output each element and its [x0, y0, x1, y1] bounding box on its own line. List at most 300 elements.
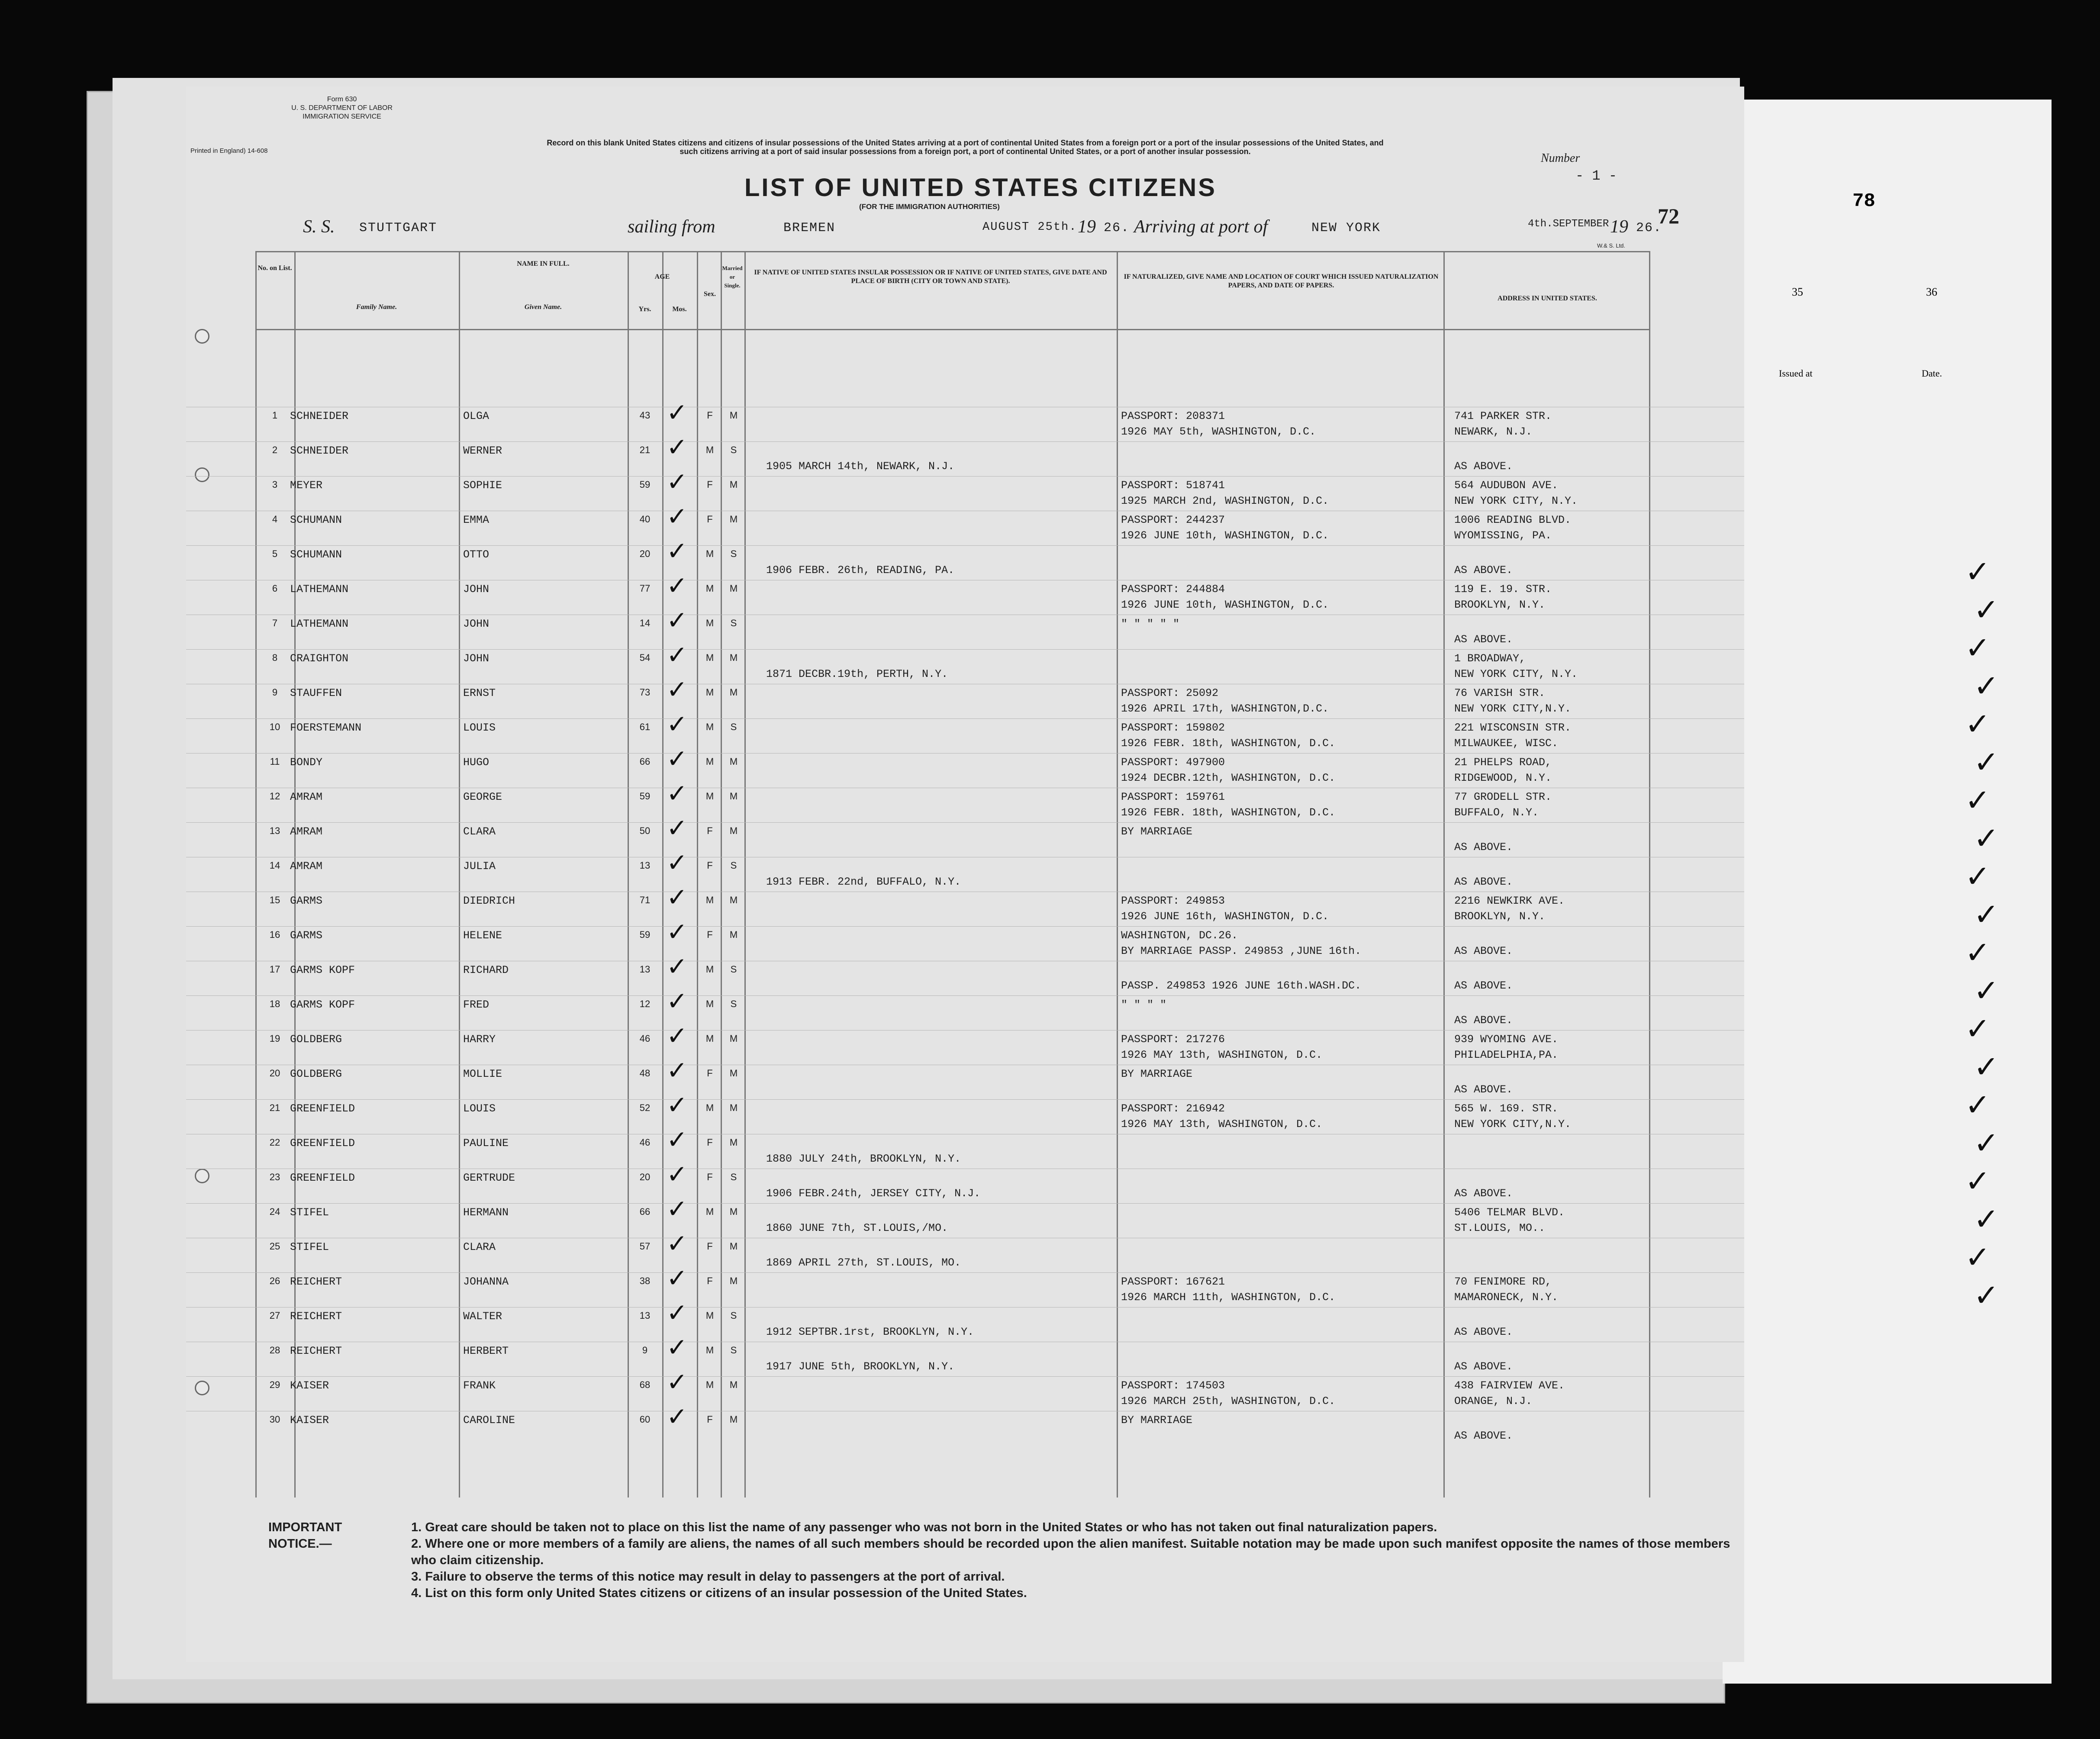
cell-addr1: 221 WISCONSIN STR.	[1454, 721, 1572, 734]
header-given: Given Name.	[524, 303, 562, 311]
cell-family: KAISER	[290, 1414, 329, 1427]
cell-given: JOHN	[463, 652, 490, 665]
check-mark-icon: ✓	[667, 1021, 688, 1050]
check-mark-icon: ✓	[667, 1229, 688, 1258]
cell-addr2: AS ABOVE.	[1454, 876, 1513, 888]
cell-addr1: 564 AUDUBON AVE.	[1454, 479, 1559, 492]
cell-given: HERBERT	[463, 1345, 509, 1357]
cell-ms: S	[730, 444, 737, 455]
voyage-line	[303, 216, 1731, 249]
cell-sex: M	[705, 1102, 714, 1113]
cell-addr2: AS ABOVE.	[1454, 564, 1513, 576]
cell-addr2: MAMARONECK, N.Y.	[1454, 1291, 1559, 1304]
notice-list	[411, 1519, 1731, 1601]
cell-age: 12	[639, 998, 651, 1009]
cell-age: 77	[639, 583, 651, 594]
cell-age: 61	[639, 721, 651, 732]
cell-addr1: 1006 READING BLVD.	[1454, 514, 1572, 526]
table-row	[186, 1125, 1744, 1169]
cell-given: LOUIS	[463, 1102, 496, 1115]
cell-family: CRAIGHTON	[290, 652, 349, 665]
check-mark-icon: ✓	[667, 1194, 688, 1224]
number-label: Number	[1541, 151, 1580, 165]
cell-addr1: 741 PARKER STR.	[1454, 410, 1552, 422]
cell-no: 29	[269, 1379, 280, 1390]
cell-sex: M	[705, 687, 714, 698]
table-row	[186, 640, 1744, 684]
cell-ms: S	[730, 1310, 737, 1321]
cell-ms: S	[730, 964, 737, 975]
check-mark-icon: ✓	[1965, 783, 1990, 818]
cell-addr2: AS ABOVE.	[1454, 841, 1513, 853]
cell-no: 30	[269, 1414, 280, 1425]
cell-given: EMMA	[463, 514, 490, 526]
table-row	[186, 813, 1744, 857]
cell-sex: M	[705, 756, 714, 767]
cell-sex: F	[707, 1137, 713, 1148]
cell-ms: M	[729, 1379, 738, 1390]
number-value: - 1 -	[1575, 168, 1617, 184]
header-sex: Sex.	[704, 290, 716, 298]
cell-ms: M	[729, 1102, 738, 1113]
cell-given: SOPHIE	[463, 479, 502, 492]
table-row	[186, 1298, 1744, 1342]
cell-given: JULIA	[463, 860, 496, 873]
side-issued-at: Issued at	[1779, 368, 1813, 379]
cell-nat1: PASSPORT: 244237	[1121, 514, 1225, 526]
cell-given: FRANK	[463, 1379, 496, 1392]
cell-family: REICHERT	[290, 1310, 342, 1323]
table-row	[186, 709, 1744, 754]
departure-date: AUGUST 25th.	[982, 221, 1077, 234]
cell-age: 59	[639, 929, 651, 940]
check-mark-icon: ✓	[1974, 1049, 1999, 1085]
cell-birth: 1906 FEBR. 26th, READING, PA.	[766, 564, 955, 576]
cell-sex: M	[705, 791, 714, 802]
cell-no: 19	[269, 1033, 280, 1044]
cell-no: 26	[269, 1275, 280, 1286]
cell-ms: M	[729, 514, 738, 525]
cell-sex: M	[705, 1033, 714, 1044]
check-mark-icon: ✓	[667, 1159, 688, 1189]
cell-addr2: ST.LOUIS, MO..	[1454, 1222, 1546, 1234]
table-row	[186, 432, 1744, 477]
check-mark-icon: ✓	[1965, 1011, 1990, 1047]
cell-sex: F	[707, 825, 713, 836]
check-mark-icon: ✓	[1965, 1087, 1990, 1123]
cell-family: GOLDBERG	[290, 1068, 342, 1080]
cell-ms: M	[729, 825, 738, 836]
cell-addr2: AS ABOVE.	[1454, 1083, 1513, 1096]
cell-nat1: " " " "	[1121, 998, 1167, 1011]
cell-birth: 1869 APRIL 27th, ST.LOUIS, MO.	[766, 1256, 961, 1269]
check-mark-icon: ✓	[667, 848, 688, 877]
record-note: Record on this blank United States citizens and citizens of insular possessions of the United States arriving at a port of continental United States from a foreign port or a port of the insular possessions of the United States, and such citizens arriving at a port of said insular possessions from a foreign port, a port of continental United States, or a port of another insular possession.	[547, 138, 1384, 156]
cell-given: OLGA	[463, 410, 490, 422]
cell-no: 27	[269, 1310, 280, 1321]
cell-no: 24	[269, 1206, 280, 1217]
table-row	[186, 952, 1744, 996]
check-mark-icon: ✓	[667, 952, 688, 981]
cell-given: PAULINE	[463, 1137, 509, 1150]
cell-sex: M	[705, 444, 714, 455]
cell-addr1: 77 GRODELL STR.	[1454, 791, 1552, 803]
cell-no: 22	[269, 1137, 280, 1148]
check-mark-icon: ✓	[667, 813, 688, 843]
cell-nat1: PASSPORT: 216942	[1121, 1102, 1225, 1115]
cell-no: 7	[272, 618, 278, 628]
cell-addr2: NEW YORK CITY, N.Y.	[1454, 495, 1578, 507]
check-mark-icon: ✓	[667, 1298, 688, 1327]
cell-given: WALTER	[463, 1310, 502, 1323]
table-row	[186, 917, 1744, 961]
cell-age: 13	[639, 1310, 651, 1321]
cell-no: 14	[269, 860, 280, 871]
year-prefix-2: 19	[1610, 217, 1628, 237]
check-mark-icon: ✓	[1974, 1125, 1999, 1161]
cell-no: 21	[269, 1102, 280, 1113]
table-row	[186, 1263, 1744, 1307]
cell-nat1: PASSPORT: 249853	[1121, 895, 1225, 907]
cell-age: 71	[639, 895, 651, 905]
cell-nat1: WASHINGTON, DC.26.	[1121, 929, 1238, 942]
cell-no: 1	[272, 410, 278, 421]
check-mark-icon: ✓	[1965, 859, 1990, 894]
check-mark-icon: ✓	[1965, 1240, 1990, 1275]
check-mark-icon: ✓	[1974, 668, 1999, 704]
cell-no: 10	[269, 721, 280, 732]
table-row	[186, 571, 1744, 615]
cell-no: 18	[269, 998, 280, 1009]
cell-family: LATHEMANN	[290, 618, 349, 630]
cell-addr2: BROOKLYN, N.Y.	[1454, 599, 1546, 611]
header-naturalized: IF NATURALIZED, GIVE NAME AND LOCATION OF COURT WHICH ISSUED NATURALIZATION PAPERS, AND DATE OF PAPERS.	[1124, 273, 1439, 289]
cell-age: 59	[639, 791, 651, 802]
cell-birth: 1880 JULY 24th, BROOKLYN, N.Y.	[766, 1153, 961, 1165]
cell-no: 6	[272, 583, 278, 594]
table-row	[186, 398, 1744, 442]
cell-sex: F	[707, 1275, 713, 1286]
cell-sex: F	[707, 479, 713, 490]
cell-nat2: 1926 JUNE 10th, WASHINGTON, D.C.	[1121, 599, 1329, 611]
cell-ms: M	[729, 1241, 738, 1252]
table-row	[186, 744, 1744, 788]
cell-no: 5	[272, 548, 278, 559]
cell-nat1: PASSPORT: 174503	[1121, 1379, 1225, 1392]
check-mark-icon: ✓	[667, 1333, 688, 1362]
service: IMMIGRATION SERVICE	[303, 113, 381, 120]
cell-given: RICHARD	[463, 964, 509, 976]
cell-nat1: BY MARRIAGE	[1121, 1414, 1193, 1427]
check-mark-icon: ✓	[667, 571, 688, 600]
cell-age: 60	[639, 1414, 651, 1425]
cell-birth: 1913 FEBR. 22nd, BUFFALO, N.Y.	[766, 876, 961, 888]
cell-age: 21	[639, 444, 651, 455]
cell-nat2: 1926 MAY 5th, WASHINGTON, D.C.	[1121, 425, 1316, 438]
header-age: AGE	[654, 273, 670, 280]
table-row	[186, 1367, 1744, 1411]
cell-given: HERMANN	[463, 1206, 509, 1219]
header-bottom-rule	[255, 329, 1649, 330]
cell-nat1: PASSPORT: 217276	[1121, 1033, 1225, 1046]
cell-no: 8	[272, 652, 278, 663]
cell-addr2: AS ABOVE.	[1454, 1360, 1513, 1373]
cell-family: SCHUMANN	[290, 514, 342, 526]
check-mark-icon: ✓	[1965, 706, 1990, 742]
cell-ms: S	[730, 618, 737, 628]
cell-sex: F	[707, 1172, 713, 1182]
cell-addr2: WYOMISSING, PA.	[1454, 529, 1552, 542]
cell-nat2: 1926 MAY 13th, WASHINGTON, D.C.	[1121, 1118, 1323, 1130]
cell-nat2: BY MARRIAGE PASSP. 249853 ,JUNE 16th.	[1121, 945, 1362, 957]
table-row	[186, 1333, 1744, 1377]
check-mark-icon: ✓	[667, 882, 688, 912]
table-row	[186, 1056, 1744, 1100]
check-mark-icon: ✓	[667, 398, 688, 427]
cell-addr2: BUFFALO, N.Y.	[1454, 806, 1539, 819]
notice-item: 3. Failure to observe the terms of this notice may result in delay to passengers at the port of arrival.	[411, 1570, 1005, 1584]
cell-sex: M	[705, 618, 714, 628]
cell-sex: M	[705, 548, 714, 559]
cell-addr2: AS ABOVE.	[1454, 1014, 1513, 1027]
cell-given: JOHANNA	[463, 1275, 509, 1288]
cell-given: MOLLIE	[463, 1068, 502, 1080]
cell-nat1: PASSPORT: 244884	[1121, 583, 1225, 596]
cell-sex: F	[707, 1068, 713, 1079]
cell-ms: M	[729, 1275, 738, 1286]
cell-no: 15	[269, 895, 280, 905]
table-top-rule	[255, 251, 1649, 252]
cell-addr2: AS ABOVE.	[1454, 979, 1513, 992]
cell-no: 28	[269, 1345, 280, 1356]
cell-sex: M	[705, 964, 714, 975]
cell-ms: S	[730, 998, 737, 1009]
cell-nat2: 1926 FEBR. 18th, WASHINGTON, D.C.	[1121, 806, 1336, 819]
cell-nat2: 1926 MARCH 25th, WASHINGTON, D.C.	[1121, 1395, 1336, 1407]
cell-family: GREENFIELD	[290, 1102, 355, 1115]
check-mark-icon: ✓	[667, 1090, 688, 1120]
cell-family: REICHERT	[290, 1345, 342, 1357]
cell-given: HARRY	[463, 1033, 496, 1046]
departure-port: BREMEN	[783, 221, 836, 235]
cell-addr2: BROOKLYN, N.Y.	[1454, 910, 1546, 923]
cell-ms: M	[729, 1033, 738, 1044]
cell-addr2: AS ABOVE.	[1454, 633, 1513, 646]
cell-ms: M	[729, 1137, 738, 1148]
check-mark-icon: ✓	[667, 675, 688, 704]
cell-birth: 1906 FEBR.24th, JERSEY CITY, N.J.	[766, 1187, 981, 1200]
check-mark-icon: ✓	[1965, 554, 1990, 589]
check-mark-icon: ✓	[1974, 592, 1999, 628]
cell-family: STIFEL	[290, 1241, 329, 1253]
check-mark-icon: ✓	[667, 640, 688, 670]
cell-ms: S	[730, 1345, 737, 1356]
cell-ms: M	[729, 687, 738, 698]
cell-addr2: PHILADELPHIA,PA.	[1454, 1049, 1559, 1061]
table-row	[186, 848, 1744, 892]
cell-age: 68	[639, 1379, 651, 1390]
form-number: Form 630	[327, 96, 357, 103]
arrival-date: 4th.SEPTEMBER	[1528, 218, 1609, 230]
cell-no: 20	[269, 1068, 280, 1079]
cell-age: 52	[639, 1102, 651, 1113]
table-row	[186, 1021, 1744, 1065]
cell-sex: F	[707, 1414, 713, 1425]
cell-nat1: BY MARRIAGE	[1121, 1068, 1193, 1080]
cell-sex: M	[705, 721, 714, 732]
cell-age: 46	[639, 1033, 651, 1044]
check-mark-icon: ✓	[1965, 935, 1990, 970]
check-mark-icon: ✓	[1974, 1201, 1999, 1237]
cell-no: 16	[269, 929, 280, 940]
sailing-label: sailing from	[628, 217, 715, 237]
cell-family: FOERSTEMANN	[290, 721, 362, 734]
cell-ms: M	[729, 652, 738, 663]
cell-ms: M	[729, 1068, 738, 1079]
cell-birth: 1871 DECBR.19th, PERTH, N.Y.	[766, 668, 948, 680]
arrival-port: NEW YORK	[1311, 221, 1381, 235]
cell-given: JOHN	[463, 618, 490, 630]
header-address: ADDRESS IN UNITED STATES.	[1498, 295, 1597, 302]
cell-addr2: AS ABOVE.	[1454, 1430, 1513, 1442]
cell-birth: 1912 SEPTBR.1rst, BROOKLYN, N.Y.	[766, 1326, 974, 1338]
cell-given: GEORGE	[463, 791, 502, 803]
cell-sex: F	[707, 514, 713, 525]
table-row	[186, 1229, 1744, 1273]
cell-age: 46	[639, 1137, 651, 1148]
cell-family: GARMS	[290, 929, 323, 942]
notice-item: 4. List on this form only United States citizens or citizens of an insular possession of the United States.	[411, 1586, 1027, 1600]
cell-no: 23	[269, 1172, 280, 1182]
form-block	[286, 95, 398, 121]
header-native: IF NATIVE OF UNITED STATES INSULAR POSSESSION OR IF NATIVE OF UNITED STATES, GIVE DATE AND PLACE OF BIRTH (CITY OR TOWN AND STATE).	[754, 269, 1107, 285]
cell-family: MEYER	[290, 479, 323, 492]
page-number: 72	[1658, 204, 1679, 228]
cell-addr2: NEW YORK CITY,N.Y.	[1454, 702, 1572, 715]
side-page	[1723, 100, 2052, 1684]
check-mark-icon: ✓	[1974, 973, 1999, 1008]
cell-age: 48	[639, 1068, 651, 1079]
cell-no: 12	[269, 791, 280, 802]
cell-family: BONDY	[290, 756, 323, 769]
cell-given: CLARA	[463, 825, 496, 838]
cell-sex: M	[705, 1345, 714, 1356]
cell-nat1: PASSPORT: 167621	[1121, 1275, 1225, 1288]
header-yrs: Yrs.	[638, 306, 651, 313]
cell-age: 13	[639, 860, 651, 871]
check-mark-icon: ✓	[667, 432, 688, 462]
cell-birth: 1905 MARCH 14th, NEWARK, N.J.	[766, 460, 955, 473]
cell-given: DIEDRICH	[463, 895, 515, 907]
cell-addr2: AS ABOVE.	[1454, 945, 1513, 957]
check-mark-icon: ✓	[667, 502, 688, 531]
check-mark-icon: ✓	[667, 1367, 688, 1397]
cell-age: 40	[639, 514, 651, 525]
cell-given: JOHN	[463, 583, 490, 596]
cell-sex: M	[705, 895, 714, 905]
cell-nat1: PASSPORT: 159761	[1121, 791, 1225, 803]
cell-given: HUGO	[463, 756, 490, 769]
cell-addr1: 76 VARISH STR.	[1454, 687, 1546, 699]
cell-ms: M	[729, 895, 738, 905]
cell-family: AMRAM	[290, 791, 323, 803]
cell-nat2: 1926 JUNE 16th, WASHINGTON, D.C.	[1121, 910, 1329, 923]
cell-sex: F	[707, 410, 713, 421]
cell-addr2: MILWAUKEE, WISC.	[1454, 737, 1559, 750]
cell-family: AMRAM	[290, 825, 323, 838]
cell-age: 14	[639, 618, 651, 628]
cell-given: GERTRUDE	[463, 1172, 515, 1184]
cell-ms: M	[729, 479, 738, 490]
cell-family: GARMS KOPF	[290, 964, 355, 976]
cell-ms: S	[730, 548, 737, 559]
check-mark-icon: ✓	[667, 1056, 688, 1085]
check-mark-icon: ✓	[1974, 744, 1999, 780]
notice-label: IMPORTANT NOTICE.—	[268, 1520, 342, 1551]
check-mark-icon: ✓	[667, 605, 688, 635]
cell-age: 20	[639, 1172, 651, 1182]
cell-family: AMRAM	[290, 860, 323, 873]
ss-label: S. S.	[303, 217, 335, 237]
cell-no: 4	[272, 514, 278, 525]
cell-no: 13	[269, 825, 280, 836]
punch-hole	[195, 329, 209, 344]
cell-addr1: 119 E. 19. STR.	[1454, 583, 1552, 596]
cell-given: FRED	[463, 998, 490, 1011]
header-family: Family Name.	[356, 303, 397, 311]
table-row	[186, 502, 1744, 546]
cell-sex: M	[705, 998, 714, 1009]
cell-addr2: NEW YORK CITY, N.Y.	[1454, 668, 1578, 680]
cell-age: 50	[639, 825, 651, 836]
side-col-36: 36	[1926, 286, 1937, 298]
cell-family: SCHNEIDER	[290, 444, 349, 457]
check-mark-icon: ✓	[667, 917, 688, 947]
page-title: LIST OF UNITED STATES CITIZENS	[744, 174, 1217, 202]
cell-addr2: AS ABOVE.	[1454, 1187, 1513, 1200]
table-row	[186, 986, 1744, 1031]
cell-given: OTTO	[463, 548, 490, 561]
cell-sex: F	[707, 860, 713, 871]
cell-ms: M	[729, 1206, 738, 1217]
cell-sex: M	[705, 1379, 714, 1390]
cell-sex: M	[705, 583, 714, 594]
cell-addr2: AS ABOVE.	[1454, 460, 1513, 473]
cell-age: 38	[639, 1275, 651, 1286]
year-suffix-2: 26.	[1636, 221, 1662, 235]
notice-item: 2. Where one or more members of a family are aliens, the names of all such members should be recorded upon the alien manifest. Suitable notation may be made upon such manifest opposite the names of those members who claim citizenship.	[411, 1537, 1730, 1567]
cell-family: SCHUMANN	[290, 548, 342, 561]
side-col-35: 35	[1792, 286, 1803, 298]
cell-sex: M	[705, 1310, 714, 1321]
cell-family: STAUFFEN	[290, 687, 342, 699]
side-ref-number: 78	[1852, 190, 1875, 212]
cell-no: 2	[272, 444, 278, 455]
cell-addr1: 5406 TELMAR BLVD.	[1454, 1206, 1565, 1219]
cell-sex: F	[707, 929, 713, 940]
cell-family: GOLDBERG	[290, 1033, 342, 1046]
cell-birth: 1860 JUNE 7th, ST.LOUIS,/MO.	[766, 1222, 948, 1234]
cell-nat2: 1924 DECBR.12th, WASHINGTON, D.C.	[1121, 772, 1336, 784]
cell-family: REICHERT	[290, 1275, 342, 1288]
cell-ms: M	[729, 756, 738, 767]
cell-addr1: 21 PHELPS ROAD,	[1454, 756, 1552, 769]
cell-age: 20	[639, 548, 651, 559]
cell-family: GREENFIELD	[290, 1137, 355, 1150]
cell-nat1: " " " " "	[1121, 618, 1180, 630]
cell-addr2: NEWARK, N.J.	[1454, 425, 1533, 438]
header-no: No. on List.	[258, 264, 292, 272]
